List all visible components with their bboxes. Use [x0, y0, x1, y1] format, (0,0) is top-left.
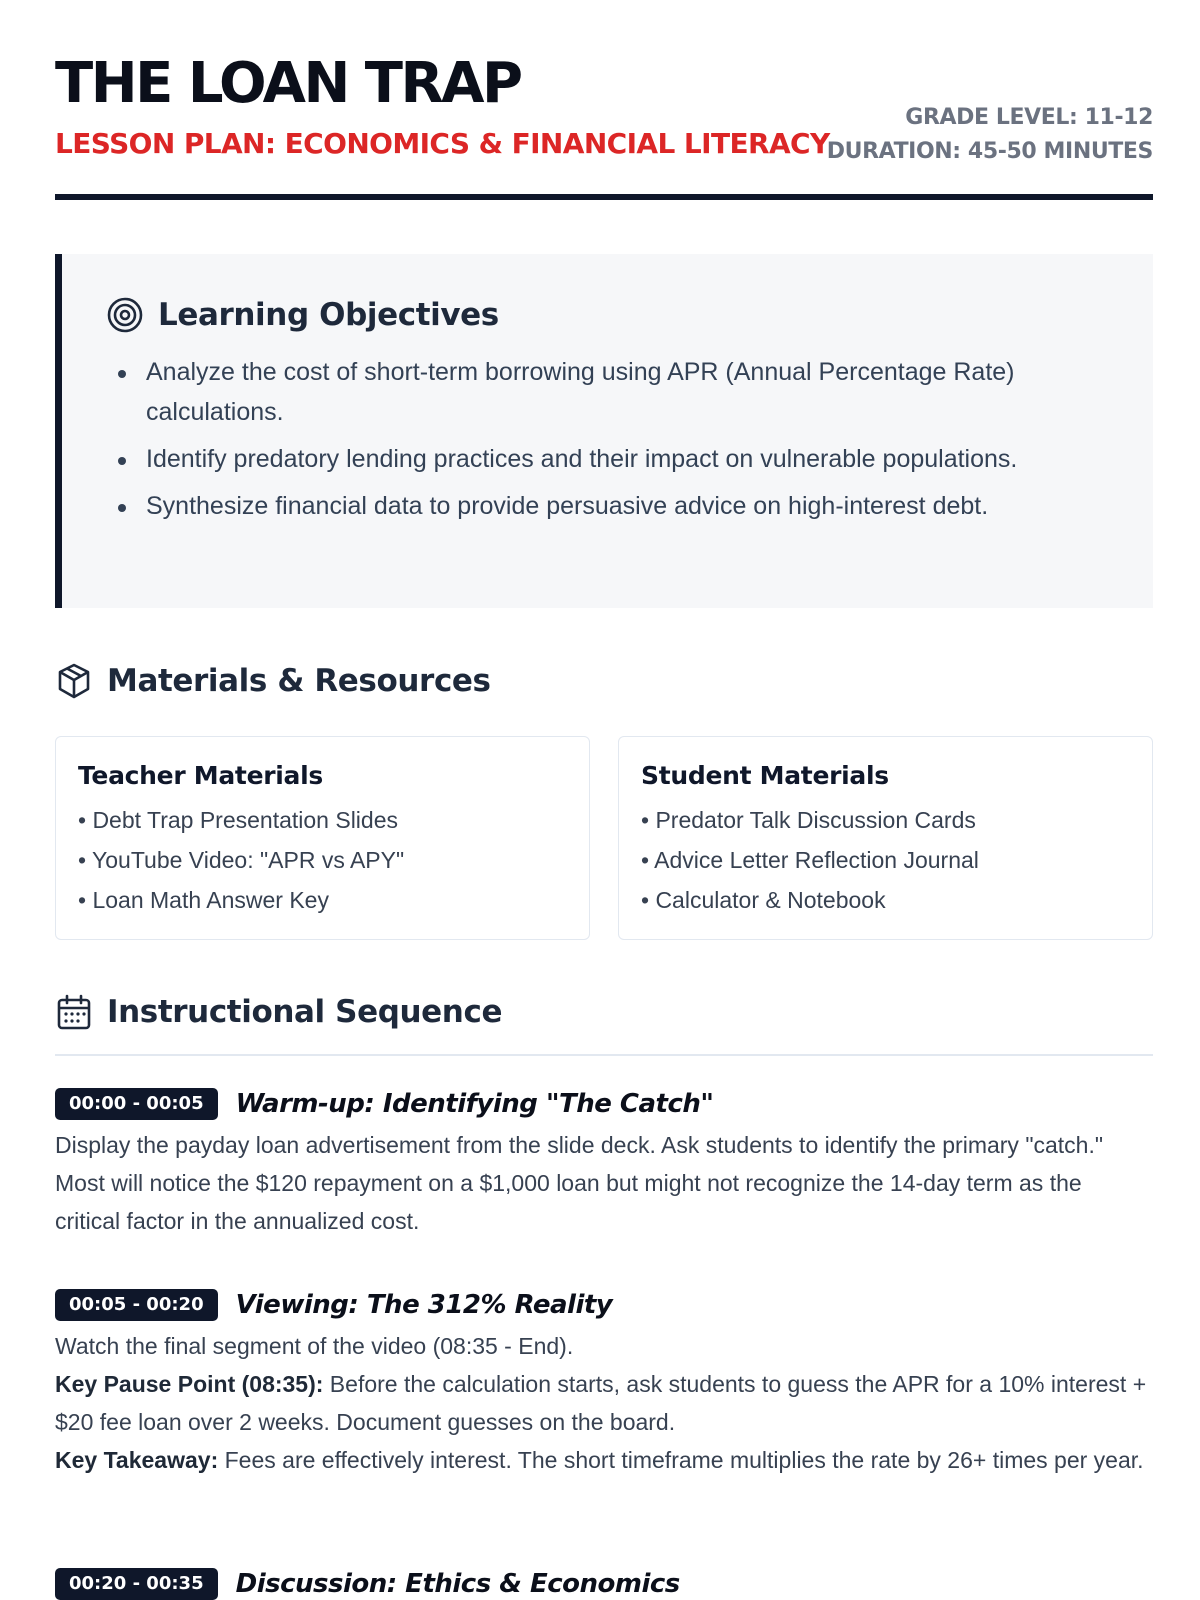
teacher-materials-title: Teacher Materials: [78, 761, 323, 790]
header: [55, 0, 1153, 202]
key-takeaway-text: Fees are effectively interest. The short timeframe multiplies the rate by 26+ times per year.: [218, 1447, 1144, 1473]
sequence-heading: Instructional Sequence: [107, 994, 503, 1030]
time-badge: 00:05 - 00:20: [55, 1289, 218, 1321]
list-item: • YouTube Video: "APR vs APY": [78, 847, 405, 873]
lesson-meta: [827, 101, 1153, 169]
student-materials-card: [618, 736, 1153, 940]
time-badge: 00:00 - 00:05: [55, 1088, 218, 1120]
step-description: Display the payday loan advertisement from the slide deck. Ask students to identify the primary "catch." Most will notice the $120 repayment on a $1,000 loan but might not recognize the 14-day term as the critical factor in the annualized cost.: [55, 1132, 1104, 1234]
objectives-heading-row: [106, 296, 1113, 334]
key-takeaway-label: Key Takeaway:: [55, 1447, 219, 1473]
student-materials-title: Student Materials: [641, 761, 889, 790]
key-pause-point: [55, 1365, 1153, 1441]
sequence-step-warmup: [55, 1086, 1153, 1240]
materials-grid: [55, 736, 1153, 940]
package-icon: [55, 662, 93, 700]
teacher-materials-card: [55, 736, 590, 940]
step-title: Warm-up: Identifying "The Catch": [235, 1089, 714, 1119]
list-item: • Loan Math Answer Key: [78, 887, 329, 913]
objectives-heading: Learning Objectives: [158, 297, 499, 333]
step-line: Watch the final segment of the video (08:35 - End).: [55, 1333, 574, 1359]
step-description: [55, 1327, 1153, 1479]
objectives-list: [106, 352, 1113, 526]
calendar-icon: [55, 993, 93, 1031]
step-title: Discussion: Ethics & Economics: [235, 1569, 680, 1599]
materials-heading: Materials & Resources: [107, 663, 491, 699]
sequence-step-viewing: [55, 1287, 1153, 1479]
sequence-step-discussion: [55, 1566, 1153, 1600]
list-item: • Debt Trap Presentation Slides: [78, 807, 399, 833]
key-takeaway: [55, 1441, 1153, 1479]
step-title-row: [55, 1287, 1153, 1323]
page-subtitle: LESSON PLAN: ECONOMICS & FINANCIAL LITERACY: [55, 127, 830, 160]
key-pause-text: Before the calculation starts, ask students to guess the APR for a 10% interest + $20 fee loan over 2 weeks. Document guesses on the board.: [55, 1371, 1147, 1435]
list-item: • Advice Letter Reflection Journal: [641, 847, 979, 873]
objective-item: Identify predatory lending practices and their impact on vulnerable populations.: [114, 439, 1113, 479]
header-divider: [55, 194, 1153, 200]
objectives-panel: [55, 254, 1153, 608]
lesson-plan-page: [55, 0, 1153, 1599]
sequence-divider: [55, 1054, 1153, 1056]
step-title-row: [55, 1086, 1153, 1122]
step-title-row: [55, 1566, 1153, 1600]
page-title: THE LOAN TRAP: [55, 51, 521, 116]
time-badge: 00:20 - 00:35: [55, 1568, 218, 1600]
grade-level: GRADE LEVEL: 11-12: [905, 105, 1153, 130]
objective-item: Synthesize financial data to provide persuasive advice on high-interest debt.: [114, 486, 1113, 526]
objective-item: Analyze the cost of short-term borrowing using APR (Annual Percentage Rate) calculations.: [114, 352, 1113, 432]
sequence-heading-row: [55, 993, 502, 1031]
target-icon: [106, 296, 144, 334]
list-item: • Calculator & Notebook: [641, 887, 886, 913]
step-title: Viewing: The 312% Reality: [235, 1290, 613, 1320]
materials-heading-row: [55, 662, 491, 700]
duration: DURATION: 45-50 MINUTES: [826, 139, 1153, 164]
list-item: • Predator Talk Discussion Cards: [641, 807, 976, 833]
key-pause-label: Key Pause Point (08:35):: [55, 1371, 324, 1397]
